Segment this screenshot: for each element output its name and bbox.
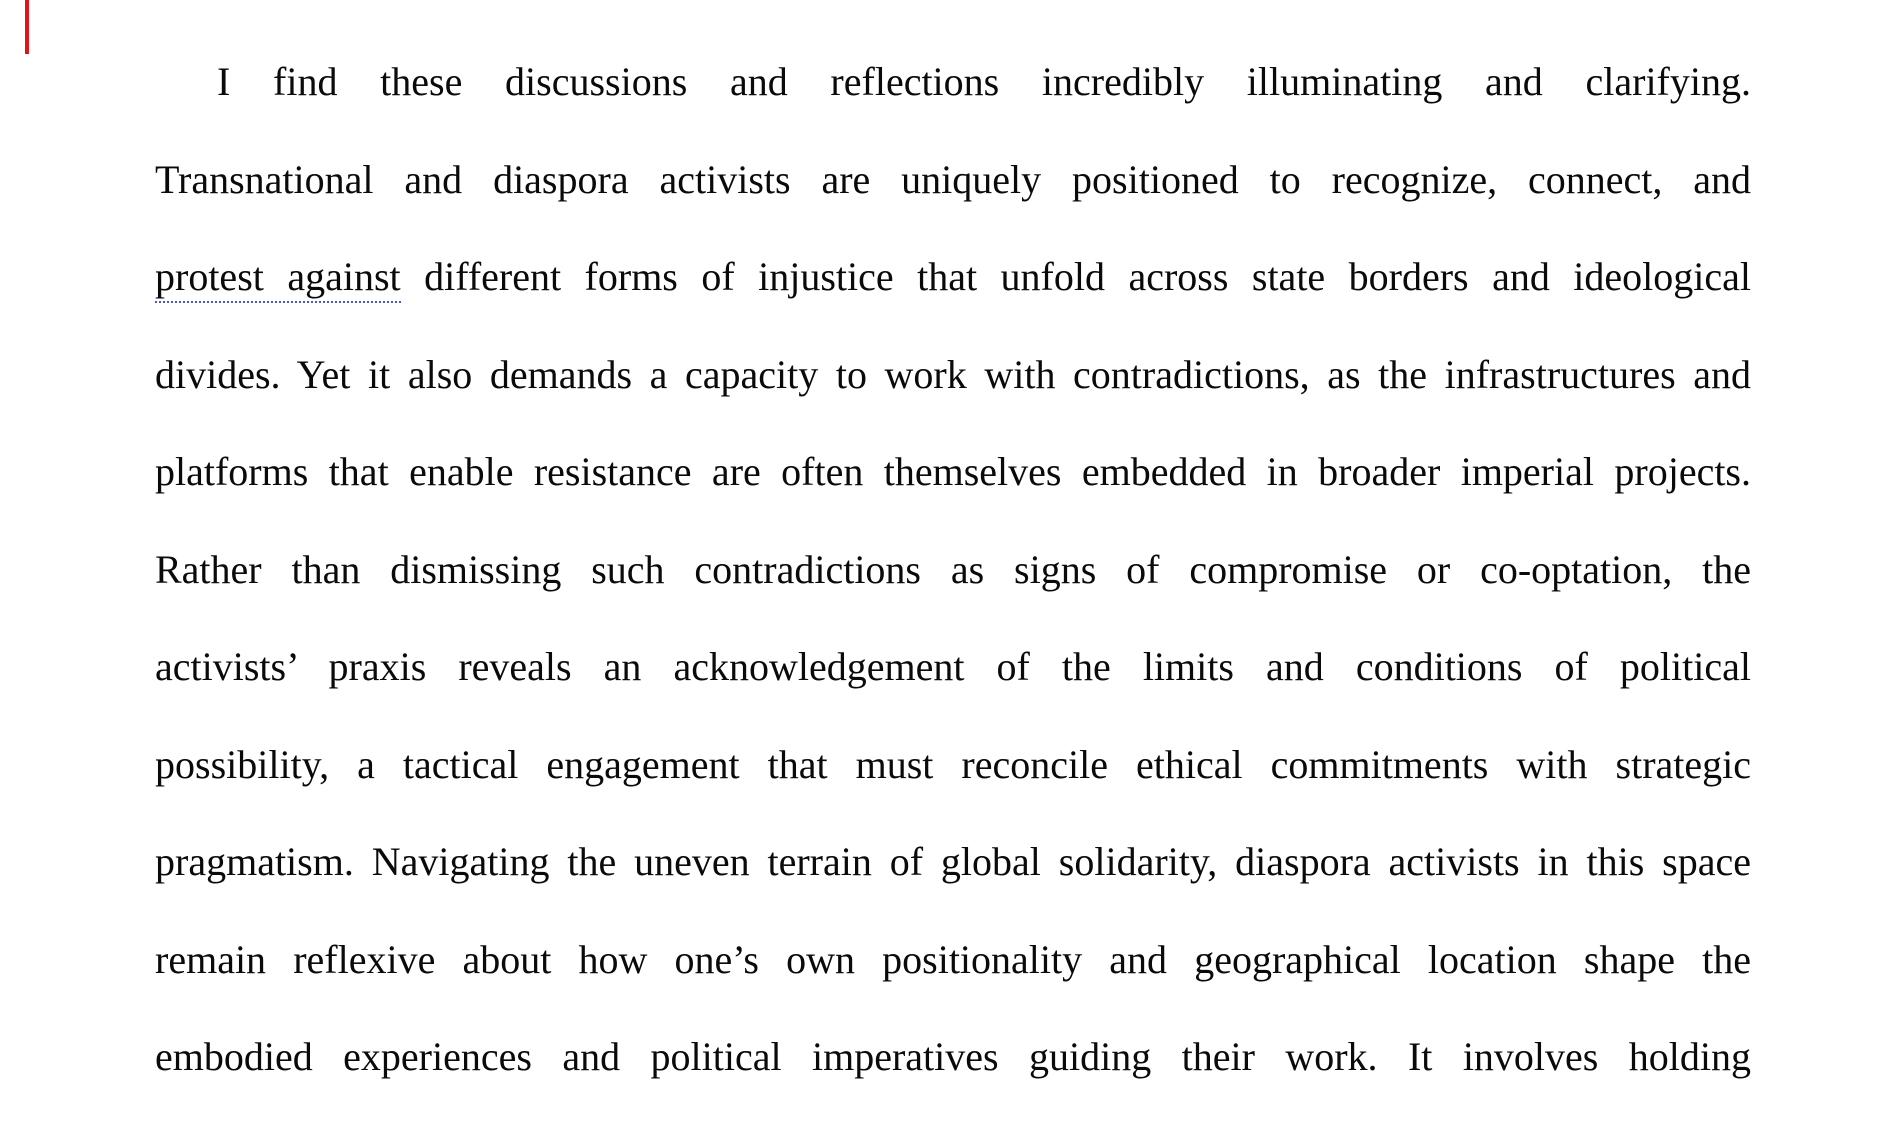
text-line: Transnational and diaspora activists are uniquely positioned to recognize, connect, and: [155, 156, 1751, 202]
text-line: Rather than dismissing such contradictions as signs of compromise or co-optation, the: [155, 546, 1751, 592]
text-line: platforms that enable resistance are often themselves embedded in broader imperial projects.: [155, 449, 1751, 494]
text-line: activists’ praxis reveals an acknowledgement of the limits and conditions of political: [155, 644, 1751, 689]
text-line: I find these discussions and reflections incredibly illuminating and clarifying.: [217, 59, 1751, 104]
text-line: [155, 246, 1751, 344]
text-line: possibility, a tactical engagement that must reconcile ethical commitments with strategic: [155, 741, 1751, 787]
text-line: embodied experiences and political imperatives guiding their work. It involves holding: [155, 1034, 1751, 1079]
text-line: divides. Yet it also demands a capacity to work with contradictions, as the infrastructures and: [155, 351, 1751, 397]
text-line-rest: different forms of injustice that unfold across state borders and ideological: [424, 254, 1752, 299]
tracked-change-bar: [25, 0, 29, 54]
grammar-flagged-phrase[interactable]: protest against: [155, 254, 401, 303]
text-line: remain reflexive about how one’s own positionality and geographical location shape the: [155, 936, 1751, 982]
paragraph[interactable]: [155, 51, 1751, 1124]
text-line: pragmatism. Navigating the uneven terrain of global solidarity, diaspora activists in this space: [155, 839, 1751, 884]
